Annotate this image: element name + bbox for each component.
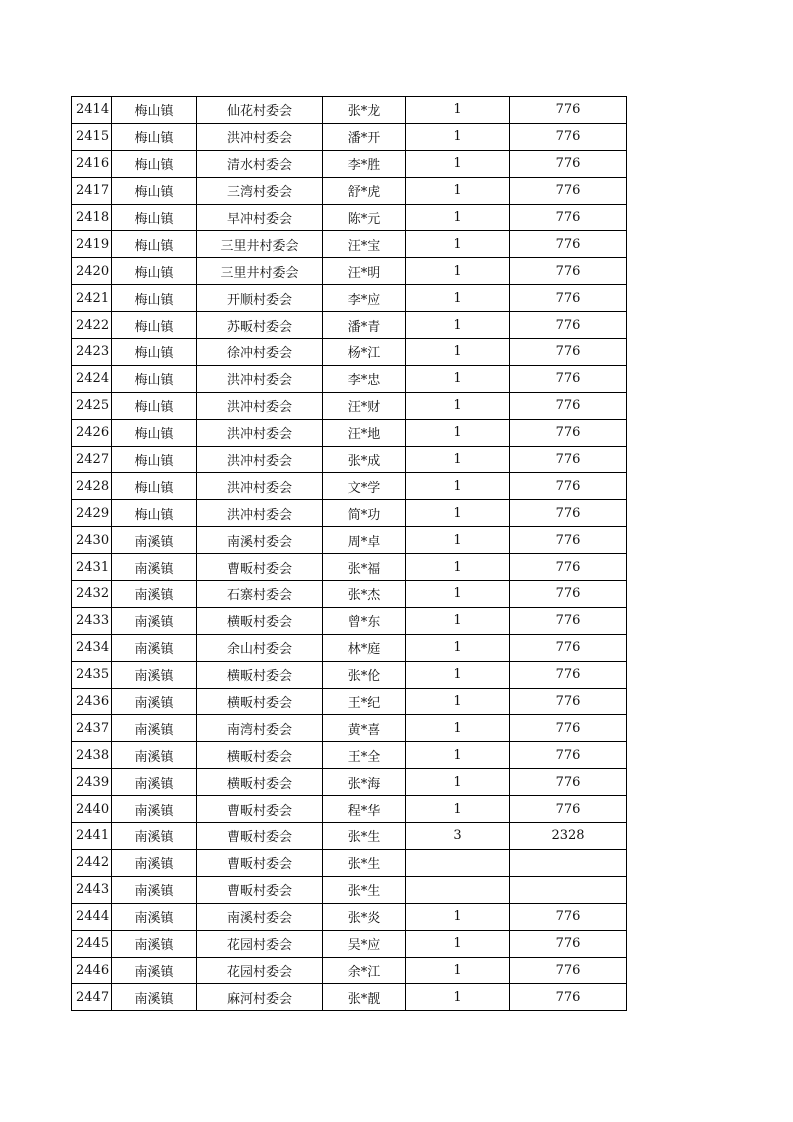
table-row bbox=[72, 339, 627, 366]
cell-number: 2420 bbox=[72, 258, 112, 285]
cell-town: 南溪镇 bbox=[112, 957, 197, 984]
cell-village: 清水村委会 bbox=[197, 150, 323, 177]
cell-town: 梅山镇 bbox=[112, 500, 197, 527]
cell-number: 2422 bbox=[72, 312, 112, 339]
cell-count: 1 bbox=[406, 446, 510, 473]
table-row bbox=[72, 97, 627, 124]
cell-village: 三里井村委会 bbox=[197, 258, 323, 285]
cell-village: 曹畈村委会 bbox=[197, 849, 323, 876]
cell-town: 南溪镇 bbox=[112, 581, 197, 608]
cell-name: 汪*宝 bbox=[323, 231, 406, 258]
cell-count: 1 bbox=[406, 150, 510, 177]
table-row bbox=[72, 446, 627, 473]
cell-village: 早冲村委会 bbox=[197, 204, 323, 231]
cell-number: 2444 bbox=[72, 903, 112, 930]
cell-village: 洪冲村委会 bbox=[197, 473, 323, 500]
cell-count: 1 bbox=[406, 473, 510, 500]
cell-count: 1 bbox=[406, 769, 510, 796]
cell-village: 麻河村委会 bbox=[197, 984, 323, 1011]
cell-number: 2424 bbox=[72, 365, 112, 392]
cell-town: 梅山镇 bbox=[112, 365, 197, 392]
cell-count: 1 bbox=[406, 796, 510, 823]
cell-amount: 776 bbox=[510, 661, 627, 688]
cell-number: 2439 bbox=[72, 769, 112, 796]
cell-amount: 776 bbox=[510, 204, 627, 231]
cell-amount bbox=[510, 849, 627, 876]
table-row bbox=[72, 554, 627, 581]
cell-town: 南溪镇 bbox=[112, 769, 197, 796]
cell-number: 2421 bbox=[72, 285, 112, 312]
cell-name: 文*学 bbox=[323, 473, 406, 500]
cell-town: 梅山镇 bbox=[112, 392, 197, 419]
cell-amount: 776 bbox=[510, 715, 627, 742]
cell-town: 南溪镇 bbox=[112, 796, 197, 823]
cell-name: 张*炎 bbox=[323, 903, 406, 930]
cell-town: 南溪镇 bbox=[112, 715, 197, 742]
cell-town: 南溪镇 bbox=[112, 527, 197, 554]
cell-amount: 776 bbox=[510, 796, 627, 823]
table-row bbox=[72, 312, 627, 339]
cell-town: 梅山镇 bbox=[112, 419, 197, 446]
cell-name: 汪*明 bbox=[323, 258, 406, 285]
table-row bbox=[72, 903, 627, 930]
table-row bbox=[72, 607, 627, 634]
cell-number: 2442 bbox=[72, 849, 112, 876]
cell-number: 2438 bbox=[72, 742, 112, 769]
cell-count: 1 bbox=[406, 177, 510, 204]
cell-name: 张*生 bbox=[323, 849, 406, 876]
cell-number: 2431 bbox=[72, 554, 112, 581]
cell-count: 1 bbox=[406, 742, 510, 769]
table-row bbox=[72, 742, 627, 769]
table-row bbox=[72, 285, 627, 312]
cell-number: 2437 bbox=[72, 715, 112, 742]
cell-number: 2416 bbox=[72, 150, 112, 177]
cell-amount: 776 bbox=[510, 607, 627, 634]
cell-town: 梅山镇 bbox=[112, 312, 197, 339]
cell-count: 1 bbox=[406, 97, 510, 124]
cell-amount: 776 bbox=[510, 419, 627, 446]
table-row bbox=[72, 661, 627, 688]
cell-village: 洪冲村委会 bbox=[197, 392, 323, 419]
cell-amount: 776 bbox=[510, 634, 627, 661]
cell-name: 张*海 bbox=[323, 769, 406, 796]
cell-village: 花园村委会 bbox=[197, 930, 323, 957]
cell-town: 梅山镇 bbox=[112, 123, 197, 150]
cell-amount: 776 bbox=[510, 769, 627, 796]
cell-village: 曹畈村委会 bbox=[197, 554, 323, 581]
cell-village: 洪冲村委会 bbox=[197, 500, 323, 527]
cell-count: 1 bbox=[406, 634, 510, 661]
cell-number: 2427 bbox=[72, 446, 112, 473]
cell-count: 1 bbox=[406, 285, 510, 312]
cell-count: 1 bbox=[406, 392, 510, 419]
cell-number: 2447 bbox=[72, 984, 112, 1011]
table-row bbox=[72, 930, 627, 957]
cell-count: 1 bbox=[406, 312, 510, 339]
table-row bbox=[72, 688, 627, 715]
table-row bbox=[72, 473, 627, 500]
table-row bbox=[72, 796, 627, 823]
cell-amount: 776 bbox=[510, 554, 627, 581]
cell-village: 横畈村委会 bbox=[197, 607, 323, 634]
cell-village: 三里井村委会 bbox=[197, 231, 323, 258]
cell-amount: 776 bbox=[510, 365, 627, 392]
table-row bbox=[72, 204, 627, 231]
cell-amount: 776 bbox=[510, 957, 627, 984]
cell-town: 梅山镇 bbox=[112, 177, 197, 204]
cell-number: 2419 bbox=[72, 231, 112, 258]
cell-village: 仙花村委会 bbox=[197, 97, 323, 124]
cell-town: 梅山镇 bbox=[112, 97, 197, 124]
cell-amount: 776 bbox=[510, 984, 627, 1011]
cell-count: 1 bbox=[406, 957, 510, 984]
cell-town: 梅山镇 bbox=[112, 446, 197, 473]
cell-amount: 776 bbox=[510, 742, 627, 769]
cell-number: 2436 bbox=[72, 688, 112, 715]
cell-town: 梅山镇 bbox=[112, 150, 197, 177]
cell-town: 南溪镇 bbox=[112, 849, 197, 876]
cell-name: 汪*地 bbox=[323, 419, 406, 446]
cell-amount: 776 bbox=[510, 231, 627, 258]
cell-town: 梅山镇 bbox=[112, 339, 197, 366]
cell-amount: 2328 bbox=[510, 823, 627, 850]
cell-village: 洪冲村委会 bbox=[197, 365, 323, 392]
cell-number: 2441 bbox=[72, 823, 112, 850]
cell-count: 1 bbox=[406, 984, 510, 1011]
cell-amount: 776 bbox=[510, 473, 627, 500]
cell-amount: 776 bbox=[510, 500, 627, 527]
table-row bbox=[72, 769, 627, 796]
cell-town: 南溪镇 bbox=[112, 823, 197, 850]
cell-name: 曾*东 bbox=[323, 607, 406, 634]
cell-name: 张*靓 bbox=[323, 984, 406, 1011]
cell-number: 2440 bbox=[72, 796, 112, 823]
cell-name: 舒*虎 bbox=[323, 177, 406, 204]
cell-town: 梅山镇 bbox=[112, 204, 197, 231]
cell-village: 苏畈村委会 bbox=[197, 312, 323, 339]
document-page bbox=[71, 96, 627, 1011]
cell-amount: 776 bbox=[510, 688, 627, 715]
table-row bbox=[72, 527, 627, 554]
table-row bbox=[72, 823, 627, 850]
table-row bbox=[72, 715, 627, 742]
table-row bbox=[72, 177, 627, 204]
cell-name: 王*纪 bbox=[323, 688, 406, 715]
cell-number: 2423 bbox=[72, 339, 112, 366]
cell-village: 横畈村委会 bbox=[197, 742, 323, 769]
table-row bbox=[72, 849, 627, 876]
cell-village: 横畈村委会 bbox=[197, 688, 323, 715]
cell-count: 3 bbox=[406, 823, 510, 850]
cell-village: 曹畈村委会 bbox=[197, 823, 323, 850]
cell-amount: 776 bbox=[510, 285, 627, 312]
cell-name: 程*华 bbox=[323, 796, 406, 823]
cell-count: 1 bbox=[406, 365, 510, 392]
cell-number: 2433 bbox=[72, 607, 112, 634]
cell-village: 横畈村委会 bbox=[197, 661, 323, 688]
cell-name: 简*功 bbox=[323, 500, 406, 527]
cell-count: 1 bbox=[406, 688, 510, 715]
cell-name: 周*卓 bbox=[323, 527, 406, 554]
cell-count: 1 bbox=[406, 123, 510, 150]
cell-name: 李*忠 bbox=[323, 365, 406, 392]
cell-village: 三湾村委会 bbox=[197, 177, 323, 204]
cell-number: 2434 bbox=[72, 634, 112, 661]
cell-amount: 776 bbox=[510, 392, 627, 419]
cell-town: 南溪镇 bbox=[112, 930, 197, 957]
cell-village: 横畈村委会 bbox=[197, 769, 323, 796]
cell-amount: 776 bbox=[510, 339, 627, 366]
table-row bbox=[72, 419, 627, 446]
cell-village: 洪冲村委会 bbox=[197, 123, 323, 150]
cell-count: 1 bbox=[406, 419, 510, 446]
cell-village: 石寨村委会 bbox=[197, 581, 323, 608]
cell-number: 2446 bbox=[72, 957, 112, 984]
cell-name: 张*伦 bbox=[323, 661, 406, 688]
cell-name: 潘*开 bbox=[323, 123, 406, 150]
cell-number: 2414 bbox=[72, 97, 112, 124]
cell-number: 2435 bbox=[72, 661, 112, 688]
cell-town: 梅山镇 bbox=[112, 473, 197, 500]
cell-amount: 776 bbox=[510, 581, 627, 608]
cell-name: 潘*青 bbox=[323, 312, 406, 339]
cell-count: 1 bbox=[406, 231, 510, 258]
table-row bbox=[72, 957, 627, 984]
cell-number: 2432 bbox=[72, 581, 112, 608]
cell-count: 1 bbox=[406, 554, 510, 581]
cell-town: 南溪镇 bbox=[112, 554, 197, 581]
cell-count: 1 bbox=[406, 930, 510, 957]
cell-amount: 776 bbox=[510, 312, 627, 339]
cell-village: 开顺村委会 bbox=[197, 285, 323, 312]
table-row bbox=[72, 150, 627, 177]
cell-village: 洪冲村委会 bbox=[197, 419, 323, 446]
cell-village: 余山村委会 bbox=[197, 634, 323, 661]
cell-town: 南溪镇 bbox=[112, 876, 197, 903]
cell-number: 2426 bbox=[72, 419, 112, 446]
cell-count: 1 bbox=[406, 607, 510, 634]
cell-name: 张*生 bbox=[323, 823, 406, 850]
table-row bbox=[72, 876, 627, 903]
cell-name: 余*江 bbox=[323, 957, 406, 984]
cell-count bbox=[406, 849, 510, 876]
cell-village: 南湾村委会 bbox=[197, 715, 323, 742]
cell-name: 陈*元 bbox=[323, 204, 406, 231]
cell-number: 2415 bbox=[72, 123, 112, 150]
table-row bbox=[72, 365, 627, 392]
cell-number: 2418 bbox=[72, 204, 112, 231]
table-row bbox=[72, 984, 627, 1011]
table-body bbox=[72, 97, 627, 1011]
cell-count: 1 bbox=[406, 339, 510, 366]
cell-village: 曹畈村委会 bbox=[197, 796, 323, 823]
cell-amount: 776 bbox=[510, 930, 627, 957]
cell-name: 黄*喜 bbox=[323, 715, 406, 742]
cell-amount: 776 bbox=[510, 123, 627, 150]
cell-town: 梅山镇 bbox=[112, 285, 197, 312]
cell-town: 南溪镇 bbox=[112, 607, 197, 634]
cell-name: 张*龙 bbox=[323, 97, 406, 124]
table-row bbox=[72, 500, 627, 527]
cell-town: 南溪镇 bbox=[112, 634, 197, 661]
cell-number: 2417 bbox=[72, 177, 112, 204]
cell-village: 洪冲村委会 bbox=[197, 446, 323, 473]
cell-amount: 776 bbox=[510, 177, 627, 204]
cell-town: 南溪镇 bbox=[112, 984, 197, 1011]
table-row bbox=[72, 231, 627, 258]
cell-name: 张*杰 bbox=[323, 581, 406, 608]
cell-name: 李*胜 bbox=[323, 150, 406, 177]
cell-count: 1 bbox=[406, 500, 510, 527]
cell-count: 1 bbox=[406, 204, 510, 231]
cell-amount bbox=[510, 876, 627, 903]
cell-town: 南溪镇 bbox=[112, 903, 197, 930]
cell-amount: 776 bbox=[510, 258, 627, 285]
cell-name: 张*福 bbox=[323, 554, 406, 581]
cell-village: 南溪村委会 bbox=[197, 903, 323, 930]
cell-count: 1 bbox=[406, 661, 510, 688]
cell-village: 花园村委会 bbox=[197, 957, 323, 984]
cell-name: 张*生 bbox=[323, 876, 406, 903]
cell-number: 2443 bbox=[72, 876, 112, 903]
cell-count bbox=[406, 876, 510, 903]
cell-town: 南溪镇 bbox=[112, 688, 197, 715]
cell-count: 1 bbox=[406, 527, 510, 554]
cell-village: 徐冲村委会 bbox=[197, 339, 323, 366]
cell-count: 1 bbox=[406, 903, 510, 930]
cell-number: 2430 bbox=[72, 527, 112, 554]
table-row bbox=[72, 392, 627, 419]
cell-number: 2429 bbox=[72, 500, 112, 527]
cell-count: 1 bbox=[406, 581, 510, 608]
cell-count: 1 bbox=[406, 258, 510, 285]
cell-village: 曹畈村委会 bbox=[197, 876, 323, 903]
cell-number: 2445 bbox=[72, 930, 112, 957]
cell-town: 南溪镇 bbox=[112, 742, 197, 769]
cell-name: 汪*财 bbox=[323, 392, 406, 419]
cell-number: 2428 bbox=[72, 473, 112, 500]
table-row bbox=[72, 634, 627, 661]
cell-town: 梅山镇 bbox=[112, 231, 197, 258]
cell-name: 杨*江 bbox=[323, 339, 406, 366]
cell-name: 林*庭 bbox=[323, 634, 406, 661]
cell-name: 张*成 bbox=[323, 446, 406, 473]
table-row bbox=[72, 581, 627, 608]
cell-town: 梅山镇 bbox=[112, 258, 197, 285]
table-row bbox=[72, 258, 627, 285]
cell-name: 李*应 bbox=[323, 285, 406, 312]
cell-amount: 776 bbox=[510, 527, 627, 554]
cell-amount: 776 bbox=[510, 903, 627, 930]
cell-amount: 776 bbox=[510, 446, 627, 473]
table-row bbox=[72, 123, 627, 150]
cell-count: 1 bbox=[406, 715, 510, 742]
cell-village: 南溪村委会 bbox=[197, 527, 323, 554]
cell-name: 王*全 bbox=[323, 742, 406, 769]
cell-name: 吴*应 bbox=[323, 930, 406, 957]
cell-town: 南溪镇 bbox=[112, 661, 197, 688]
cell-amount: 776 bbox=[510, 150, 627, 177]
cell-amount: 776 bbox=[510, 97, 627, 124]
cell-number: 2425 bbox=[72, 392, 112, 419]
data-table bbox=[71, 96, 627, 1011]
